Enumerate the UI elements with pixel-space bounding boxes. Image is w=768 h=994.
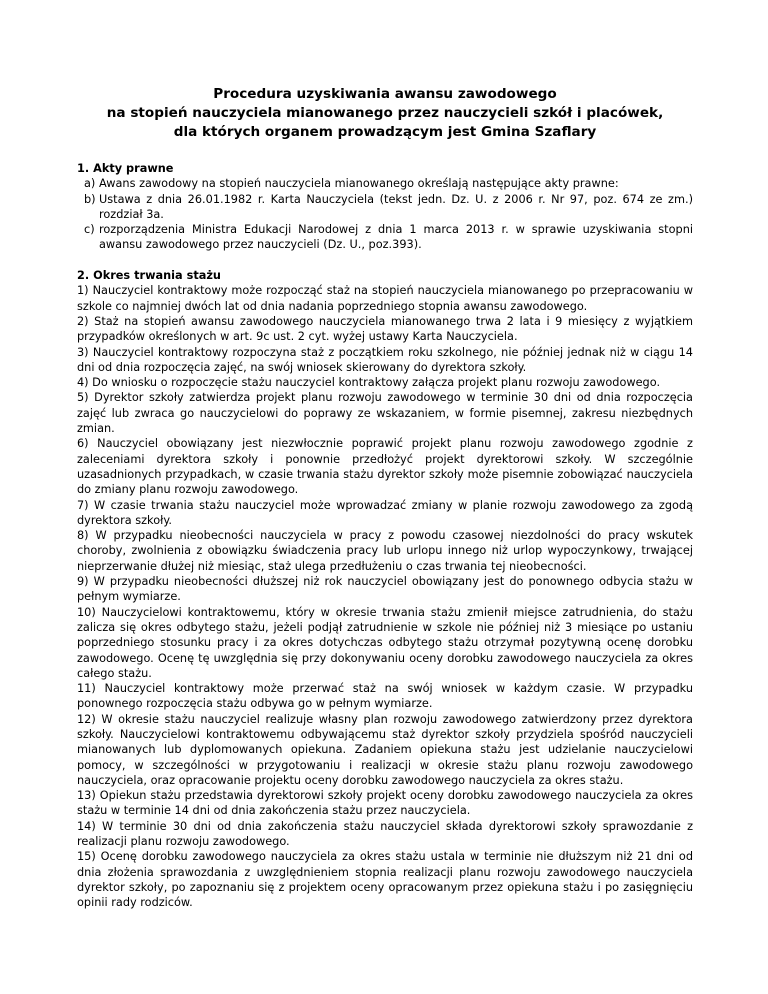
list-item-text: Awans zawodowy na stopień nauczyciela mianowanego określają następujące akty prawne: (99, 177, 619, 191)
list-item (77, 222, 693, 253)
paragraph: 12) W okresie stażu nauczyciel realizuje własny plan rozwoju zawodowego zatwierdzony przez dyrektora szkoły. Nauczycielowi kontraktowemu odbywającemu staż dyrektor szkoły przydziela spośród nauczycieli mianowanych lub dyplomowanych opiekuna. Zadaniem opiekuna stażu jest udzielanie nauczycielowi pomocy, w szczególności w przygotowaniu i realizacji w okresie stażu planu rozwoju zawodowego nauczyciela, oraz opracowanie projektu oceny dorobku zawodowego nauczyciela za okres stażu. (77, 712, 693, 787)
section-legal-acts (77, 161, 693, 253)
paragraph: 14) W terminie 30 dni od dnia zakończenia stażu nauczyciel składa dyrektorowi szkoły sprawozdanie z realizacji planu rozwoju zawodowego. (77, 819, 693, 849)
paragraph: 5) Dyrektor szkoły zatwierdza projekt planu rozwoju zawodowego w terminie 30 dni od dnia rozpoczęcia zajęć lub zwraca go nauczycielowi do poprawy ze wskazaniem, w formie pisemnej, zakresu niezbędnych zmian. (77, 391, 693, 436)
list-item (77, 192, 693, 223)
list-item-text: Ustawa z dnia 26.01.1982 r. Karta Nauczyciela (tekst jedn. Dz. U. z 2006 r. Nr 97, poz. 674 ze zm.) rozdział 3a. (99, 192, 693, 221)
section-heading: 2. Okres trwania stażu (77, 269, 221, 283)
section-heading: 1. Akty prawne (77, 162, 174, 175)
paragraph: 1) Nauczyciel kontraktowy może rozpocząć staż na stopień nauczyciela mianowanego po przepracowaniu w szkole co najmniej dwóch lat od dnia nadania poprzedniego stopnia awansu zawodowego. (77, 284, 693, 313)
list-item (77, 176, 693, 191)
legal-acts-list (77, 176, 693, 252)
list-marker: c) (84, 223, 95, 237)
paragraph: 13) Opiekun stażu przedstawia dyrektorowi szkoły projekt oceny dorobku zawodowego nauczyciela za okres stażu w terminie 14 dni od dnia zakończenia stażu przez nauczyciela. (77, 789, 693, 818)
paragraph: 9) W przypadku nieobecności dłuższej niż rok nauczyciel obowiązany jest do ponownego odbycia stażu w pełnym wymiarze. (77, 575, 693, 604)
list-marker: b) (84, 192, 96, 206)
list-item-text: rozporządzenia Ministra Edukacji Narodowej z dnia 1 marca 2013 r. w sprawie uzyskiwania stopni awansu zawodowego przez nauczycieli (Dz. U., poz.393). (99, 223, 693, 252)
title-line: na stopień nauczyciela mianowanego przez nauczycieli szkół i placówek, (106, 105, 664, 121)
document-page (77, 85, 693, 911)
paragraph: 7) W czasie trwania stażu nauczyciel może wprowadzać zmiany w planie rozwoju zawodowego za zgodą dyrektora szkoły. (77, 498, 693, 527)
paragraph: 10) Nauczycielowi kontraktowemu, który w okresie trwania stażu zmienił miejsce zatrudnienia, do stażu zalicza się okres odbytego stażu, jeżeli podjął zatrudnienie w szkole nie później niż 3 miesiące po ustaniu poprzedniego stosunku pracy i za okres dotychczas odbytego stażu otrzymał pozytywną ocenę dorobku zawodowego. Ocenę tę uwzględnia się przy dokonywaniu oceny dorobku zawodowego nauczyciela za okres całego stażu. (77, 605, 693, 680)
paragraph: 4) Do wniosku o rozpoczęcie stażu nauczyciel kontraktowy załącza projekt planu rozwoju zawodowego. (77, 376, 661, 390)
document-title (77, 85, 693, 142)
paragraph: 6) Nauczyciel obowiązany jest niezwłocznie poprawić projekt planu rozwoju zawodowego zgodnie z zaleceniami dyrektora szkoły i ponownie przedłożyć projekt dyrektorowi szkoły. W szczególnie uzasadnionych przypadkach, w czasie trwania stażu dyrektor szkoły może pisemnie zobowiązać nauczyciela do zmiany planu rozwoju zawodowego. (77, 437, 693, 497)
list-marker: a) (84, 177, 96, 191)
section-internship-period (77, 268, 693, 910)
paragraph: 15) Ocenę dorobku zawodowego nauczyciela za okres stażu ustala w terminie nie dłuższym niż 21 dni od dnia złożenia sprawozdania z uwzględnieniem stopnia realizacji planu rozwoju zawodowego nauczyciela dyrektor szkoły, po zapoznaniu się z projektem oceny opracowanym przez opiekuna stażu i po zasięgnięciu opinii rady rodziców. (77, 850, 693, 910)
paragraph: 2) Staż na stopień awansu zawodowego nauczyciela mianowanego trwa 2 lata i 9 miesięcy z wyjątkiem przypadków określonych w art. 9c ust. 2 cyt. wyżej ustawy Karta Nauczyciela. (77, 314, 693, 344)
title-line: dla których organem prowadzącym jest Gmina Szaflary (173, 124, 597, 140)
paragraph: 11) Nauczyciel kontraktowy może przerwać staż na swój wniosek w każdym czasie. W przypadku ponownego rozpoczęcia stażu odbywa go w pełnym wymiarze. (77, 682, 693, 711)
title-line: Procedura uzyskiwania awansu zawodowego (213, 86, 557, 102)
paragraph: 8) W przypadku nieobecności nauczyciela w pracy z powodu czasowej niezdolności do pracy wskutek choroby, zwolnienia z obowiązku świadczenia pracy lub urlopu innego niż urlop wypoczynkowy, trwającej nieprzerwanie dłużej niż miesiąc, staż ulega przedłużeniu o czas trwania tej nieobecności. (77, 529, 693, 573)
paragraph: 3) Nauczyciel kontraktowy rozpoczyna staż z początkiem roku szkolnego, nie później jednak niż w ciągu 14 dni od dnia rozpoczęcia zajęć, na swój wniosek skierowany do dyrektora szkoły. (77, 345, 693, 374)
